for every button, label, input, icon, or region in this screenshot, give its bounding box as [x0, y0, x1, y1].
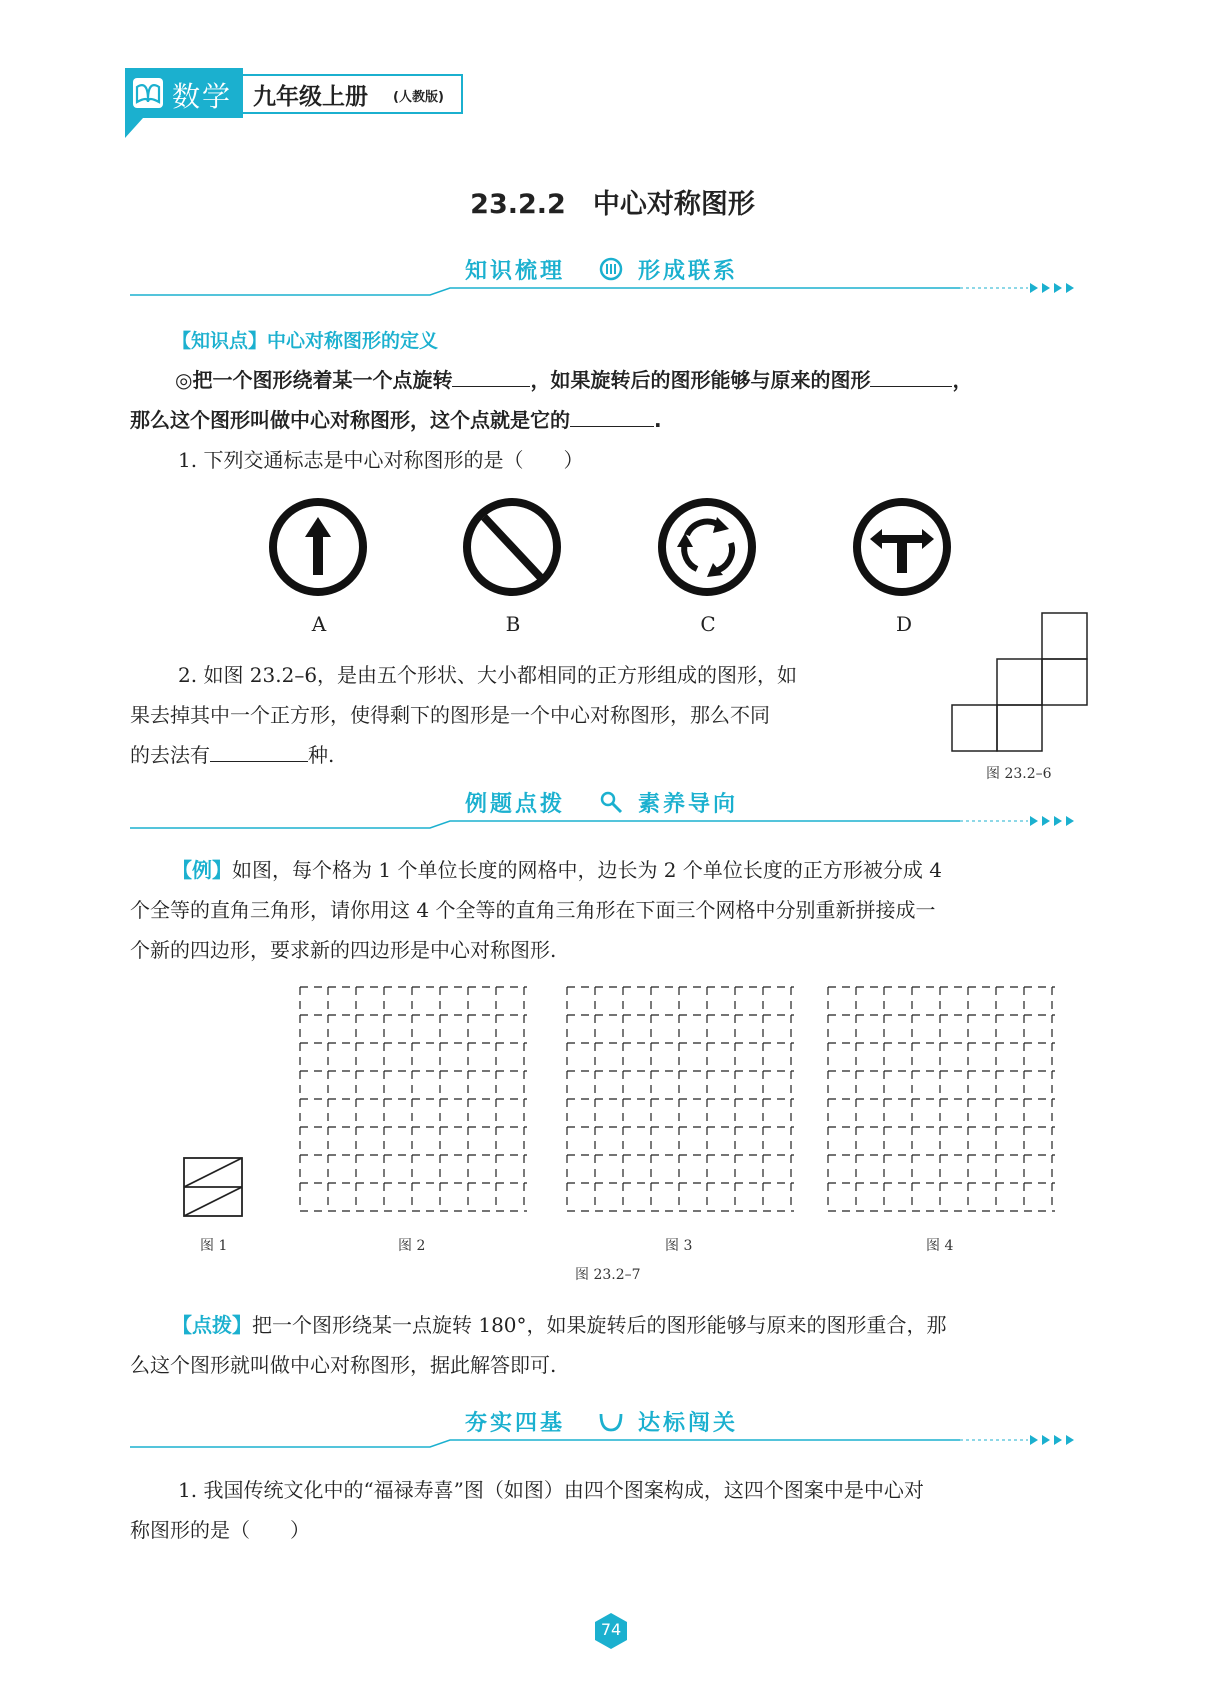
header-grade: 九年级上册 — [253, 83, 368, 110]
grid-figure-4 — [827, 986, 1057, 1216]
section-title-example-left: 例题点拨 — [465, 792, 566, 817]
question-1: 1. 下列交通标志是中心对称图形的是（ ） — [178, 448, 584, 472]
knowledge-point-label: 【知识点】中心对称图形的定义 — [172, 330, 439, 352]
option-label-b: B — [505, 612, 521, 636]
page-number: 74 — [600, 1620, 622, 1639]
figure-label-4: 图 4 — [926, 1238, 954, 1254]
kp-line1-a: ◎把一个图形绕着某一个点旋转 — [175, 368, 453, 392]
blank-3[interactable] — [570, 404, 654, 427]
blank-4[interactable] — [210, 739, 308, 762]
figure-caption-23-2-7: 图 23.2–7 — [575, 1267, 641, 1283]
hint-label: 【点拨】 — [172, 1313, 252, 1337]
blank-2[interactable] — [870, 364, 952, 387]
leaf-book-icon — [133, 78, 163, 108]
hint-line2: 么这个图形就叫做中心对称图形，据此解答即可. — [130, 1353, 557, 1377]
section-title-knowledge-right: 形成联系 — [638, 259, 739, 284]
option-label-c: C — [700, 612, 716, 636]
kp-line1-b: ，如果旋转后的图形能够与原来的图形 — [530, 368, 871, 392]
no-entry-slash-sign-icon — [462, 497, 562, 597]
question-2-line1: 2. 如图 23.2–6，是由五个形状、大小都相同的正方形组成的图形，如 — [178, 663, 798, 687]
practice-question-1-line2: 称图形的是（ ） — [130, 1518, 310, 1542]
header-subject: 数学 — [172, 80, 233, 113]
hint-line1 — [172, 1305, 947, 1345]
section-title-practice-left: 夯实四基 — [465, 1411, 566, 1436]
figure-label-2: 图 2 — [398, 1238, 426, 1254]
question-2-line3 — [130, 735, 334, 775]
section-title-practice-right: 达标闯关 — [638, 1411, 739, 1436]
smile-arc-icon — [598, 1408, 624, 1438]
example-line3: 个新的四边形，要求新的四边形是中心对称图形. — [130, 938, 557, 962]
q2-line3-b: 种. — [308, 743, 335, 767]
header-edition: (人教版) — [393, 90, 444, 105]
magnifier-icon — [598, 789, 624, 819]
grid-figure-3 — [566, 986, 796, 1216]
grid-figure-2 — [299, 986, 529, 1216]
blank-1[interactable] — [452, 364, 530, 387]
option-label-a: A — [311, 612, 327, 636]
section-title-example-right: 素养导向 — [638, 792, 739, 817]
straight-arrow-sign-icon — [268, 497, 368, 597]
example-line1-text: 如图，每个格为 1 个单位长度的网格中，边长为 2 个单位长度的正方形被分成 4 — [232, 858, 942, 882]
practice-question-1-line1: 1. 我国传统文化中的“福禄寿喜”图（如图）由四个图案构成，这四个图案中是中心对 — [178, 1478, 924, 1502]
option-label-d: D — [895, 612, 913, 636]
page-title: 23.2.2 中心对称图形 — [470, 189, 755, 220]
chain-link-icon — [598, 256, 624, 286]
header-badge-tail — [125, 118, 143, 138]
q2-line3-a: 的去法有 — [130, 743, 210, 767]
five-squares-figure — [950, 612, 1100, 756]
hint-line1-text: 把一个图形绕某一点旋转 180°，如果旋转后的图形能够与原来的图形重合，那 — [252, 1313, 947, 1337]
t-junction-sign-icon — [852, 497, 952, 597]
kp-line2-a: 那么这个图形叫做中心对称图形，这个点就是它的 — [130, 408, 570, 432]
knowledge-point-line1 — [175, 360, 972, 400]
example-line1 — [172, 850, 942, 890]
question-2-line2: 果去掉其中一个正方形，使得剩下的图形是一个中心对称图形，那么不同 — [130, 703, 770, 727]
knowledge-point-line2 — [130, 400, 662, 440]
figure-label-1: 图 1 — [200, 1238, 228, 1254]
kp-line2-b: . — [654, 408, 662, 432]
figure-label-3: 图 3 — [665, 1238, 693, 1254]
kp-line1-c: ， — [952, 368, 973, 392]
figure-caption-23-2-6: 图 23.2–6 — [986, 766, 1052, 782]
example-line2: 个全等的直角三角形，请你用这 4 个全等的直角三角形在下面三个网格中分别重新拼接成一 — [130, 898, 936, 922]
roundabout-sign-icon — [657, 497, 757, 597]
section-title-knowledge-left: 知识梳理 — [465, 259, 566, 284]
example-label: 【例】 — [172, 858, 232, 882]
figure-1-square — [182, 1156, 246, 1220]
